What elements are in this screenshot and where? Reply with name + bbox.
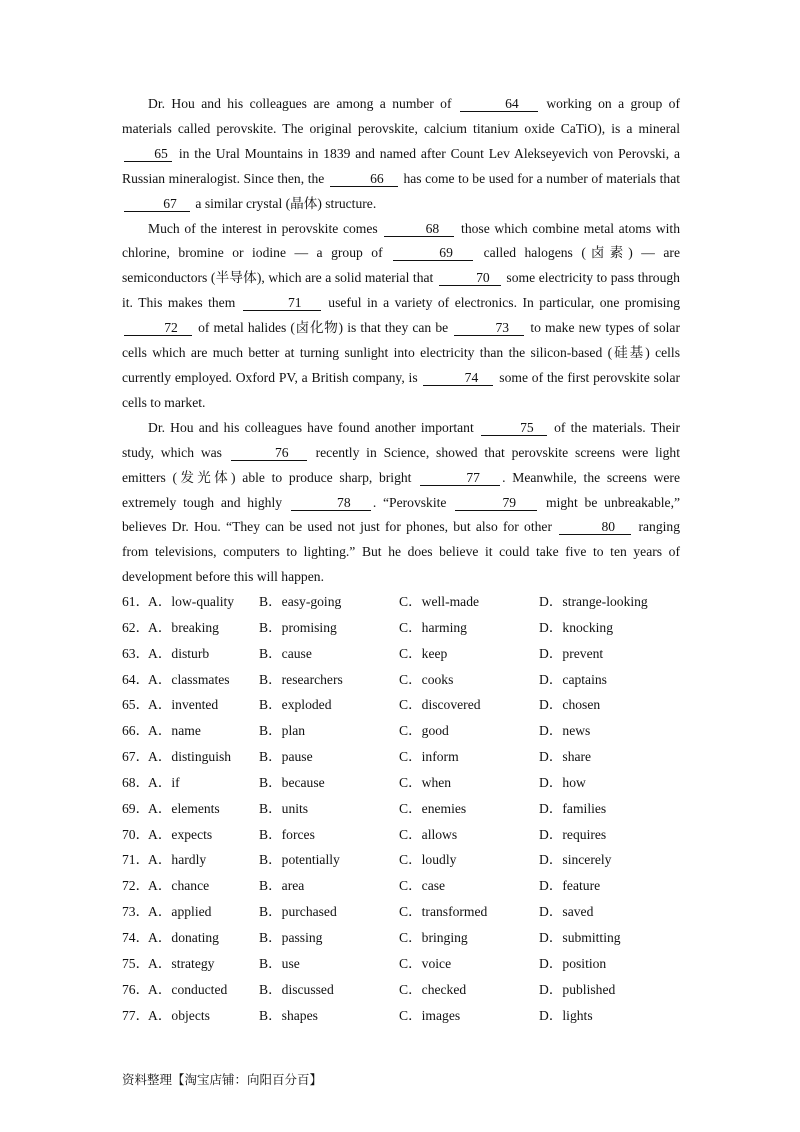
passage-text: might be unbreakable,” believes Dr. Hou. “They can be used not just for phones, but also for other <box>122 494 680 535</box>
blank-64: 64 <box>460 96 538 112</box>
question-68 <box>122 770 722 796</box>
answer-options <box>122 589 722 1028</box>
option-d: D．submitting <box>539 929 621 945</box>
passage-text: some of the first perovskite solar cells to market. <box>122 369 681 410</box>
blank-75: 75 <box>481 420 547 436</box>
question-73 <box>122 899 722 925</box>
option-d: D．feature <box>539 878 601 894</box>
option-b: B．shapes <box>259 1007 318 1023</box>
blank-77: 77 <box>420 470 500 486</box>
question-69 <box>122 796 722 822</box>
option-a: A．classmates <box>148 671 230 687</box>
passage-text: some electricity to pass through it. This makes them <box>122 270 680 311</box>
option-a: A．hardly <box>148 852 207 868</box>
option-d: D．lights <box>539 1007 593 1023</box>
option-d: D．sincerely <box>539 852 612 868</box>
cloze-passage <box>122 92 680 590</box>
question-71 <box>122 847 722 873</box>
option-d: D．news <box>539 723 591 739</box>
blank-73: 73 <box>454 320 524 336</box>
option-d: D．captains <box>539 671 607 687</box>
question-number: 74． <box>122 929 150 945</box>
option-c: C．images <box>399 1007 461 1023</box>
paragraph-1 <box>122 92 680 217</box>
footer-source: 资料整理【淘宝店铺：向阳百分百】 <box>122 1072 323 1087</box>
passage-text: Dr. Hou and his colleagues have found another important <box>148 419 479 435</box>
option-c: C．bringing <box>399 929 468 945</box>
question-number: 70． <box>122 826 150 842</box>
option-b: B．exploded <box>259 697 332 713</box>
passage-text: ranging from televisions, computers to lighting.” But he does believe it could take five to ten years of development before this will happen. <box>122 519 680 585</box>
question-number: 71． <box>122 852 150 868</box>
option-a: A．if <box>148 774 180 790</box>
option-a: A．conducted <box>148 981 228 997</box>
option-b: B．promising <box>259 619 337 635</box>
passage-text: has come to be used for a number of materials that <box>399 170 681 186</box>
option-c: C．when <box>399 774 452 790</box>
question-65 <box>122 692 722 718</box>
option-b: B．discussed <box>259 981 334 997</box>
blank-70: 70 <box>439 270 501 286</box>
question-63 <box>122 641 722 667</box>
option-a: A．invented <box>148 697 219 713</box>
option-c: C．harming <box>399 619 467 635</box>
passage-text: those which combine metal atoms with chlorine, bromine or iodine — a group of <box>122 220 681 261</box>
option-c: C．checked <box>399 981 467 997</box>
option-c: C．voice <box>399 955 452 971</box>
blank-66: 66 <box>330 171 398 187</box>
question-74 <box>122 925 722 951</box>
question-number: 69． <box>122 800 150 816</box>
option-c: C．discovered <box>399 697 481 713</box>
blank-69: 69 <box>393 245 473 261</box>
option-c: C．good <box>399 723 449 739</box>
option-d: D．knocking <box>539 619 614 635</box>
passage-text: of metal halides (卤化物) is that they can be <box>194 320 453 336</box>
option-a: A．strategy <box>148 955 215 971</box>
option-d: D．prevent <box>539 645 604 661</box>
option-b: B．plan <box>259 723 306 739</box>
option-a: A．low-quality <box>148 594 235 609</box>
option-c: C．allows <box>399 826 458 842</box>
passage-text: . “Perovskite <box>372 494 454 510</box>
passage-text: working on a group of materials called perovskite. The original perovskite, calcium titanium oxide CaTiO), is a mineral <box>122 96 680 136</box>
question-62 <box>122 615 722 641</box>
blank-65: 65 <box>124 146 172 162</box>
question-number: 67． <box>122 749 150 765</box>
passage-text: a similar crystal (晶体) structure. <box>192 195 377 211</box>
option-b: B．potentially <box>259 852 340 868</box>
option-d: D．requires <box>539 826 607 842</box>
question-75 <box>122 951 722 977</box>
question-76 <box>122 977 722 1003</box>
option-d: D．chosen <box>539 697 601 713</box>
option-d: D．published <box>539 981 616 997</box>
passage-text: Dr. Hou and his colleagues are among a number of <box>148 96 458 111</box>
question-number: 62． <box>122 619 150 635</box>
passage-text: Much of the interest in perovskite comes <box>148 220 383 236</box>
question-66 <box>122 718 722 744</box>
question-number: 65． <box>122 697 150 713</box>
option-d: D．share <box>539 749 592 765</box>
option-b: B．area <box>259 878 305 894</box>
option-c: C．case <box>399 878 446 894</box>
question-77 <box>122 1003 722 1029</box>
passage-text: . Meanwhile, the screens were extremely tough and highly <box>122 469 680 510</box>
option-a: A．name <box>148 723 201 739</box>
blank-79: 79 <box>455 495 537 511</box>
question-67 <box>122 744 722 770</box>
question-70 <box>122 822 722 848</box>
option-c: C．transformed <box>399 904 488 920</box>
option-d: D．strange-looking <box>539 594 648 609</box>
paragraph-3 <box>122 416 680 590</box>
blank-71: 71 <box>243 295 321 311</box>
option-a: A．objects <box>148 1007 210 1023</box>
option-a: A．disturb <box>148 645 210 661</box>
question-number: 66． <box>122 723 150 739</box>
option-a: A．elements <box>148 800 220 816</box>
option-a: A．donating <box>148 929 219 945</box>
question-number: 68． <box>122 774 150 790</box>
option-b: B．purchased <box>259 904 337 920</box>
option-b: B．forces <box>259 826 315 842</box>
option-b: B．researchers <box>259 671 343 687</box>
blank-80: 80 <box>559 519 631 535</box>
passage-text: to make new types of solar cells which are much better at turning sunlight into electricity than the silicon-based (硅基) cells currently employed. Oxford PV, a British company, is <box>122 320 680 385</box>
option-c: C．cooks <box>399 671 454 687</box>
question-number: 76． <box>122 981 150 997</box>
option-c: C．inform <box>399 749 459 765</box>
passage-text: of the materials. Their study, which was <box>122 419 681 460</box>
option-d: D．families <box>539 800 607 816</box>
question-number: 75． <box>122 955 150 971</box>
option-c: C．well-made <box>399 594 480 609</box>
option-a: A．breaking <box>148 619 219 635</box>
blank-67: 67 <box>124 196 190 212</box>
option-b: B．passing <box>259 929 323 945</box>
question-64 <box>122 667 722 693</box>
option-d: D．position <box>539 955 607 971</box>
option-b: B．pause <box>259 749 313 765</box>
option-b: B．cause <box>259 645 312 661</box>
option-d: D．how <box>539 774 586 790</box>
option-b: B．units <box>259 800 309 816</box>
question-61 <box>122 589 722 615</box>
blank-76: 76 <box>231 445 307 461</box>
passage-text: useful in a variety of electronics. In particular, one promising <box>322 295 680 311</box>
paragraph-2 <box>122 217 680 416</box>
question-number: 72． <box>122 878 150 894</box>
blank-72: 72 <box>124 320 192 336</box>
question-number: 61． <box>122 594 150 609</box>
option-a: A．expects <box>148 826 213 842</box>
question-number: 73． <box>122 904 150 920</box>
passage-text: in the Ural Mountains in 1839 and named after Count Lev Alekseyevich von Perovski, a Russian mineralogist. Since then, the <box>122 145 680 186</box>
option-d: D．saved <box>539 904 594 920</box>
passage-text: recently in Science, showed that perovskite screens were light emitters (发光体) able to produce sharp, bright <box>122 444 681 485</box>
option-c: C．keep <box>399 645 448 661</box>
blank-74: 74 <box>423 370 493 386</box>
blank-78: 78 <box>291 495 371 511</box>
question-number: 64． <box>122 671 150 687</box>
question-72 <box>122 873 722 899</box>
option-b: B．use <box>259 955 300 971</box>
blank-68: 68 <box>384 221 454 237</box>
option-a: A．distinguish <box>148 749 232 765</box>
option-b: B．because <box>259 774 325 790</box>
option-a: A．chance <box>148 878 210 894</box>
question-number: 63． <box>122 645 150 661</box>
option-c: C．enemies <box>399 800 467 816</box>
option-b: B．easy-going <box>259 594 342 609</box>
passage-text: called halogens (卤素) — are semiconductors (半导体), which are a solid material that <box>122 245 680 286</box>
option-a: A．applied <box>148 904 212 920</box>
option-c: C．loudly <box>399 852 457 868</box>
question-number: 77． <box>122 1007 150 1023</box>
